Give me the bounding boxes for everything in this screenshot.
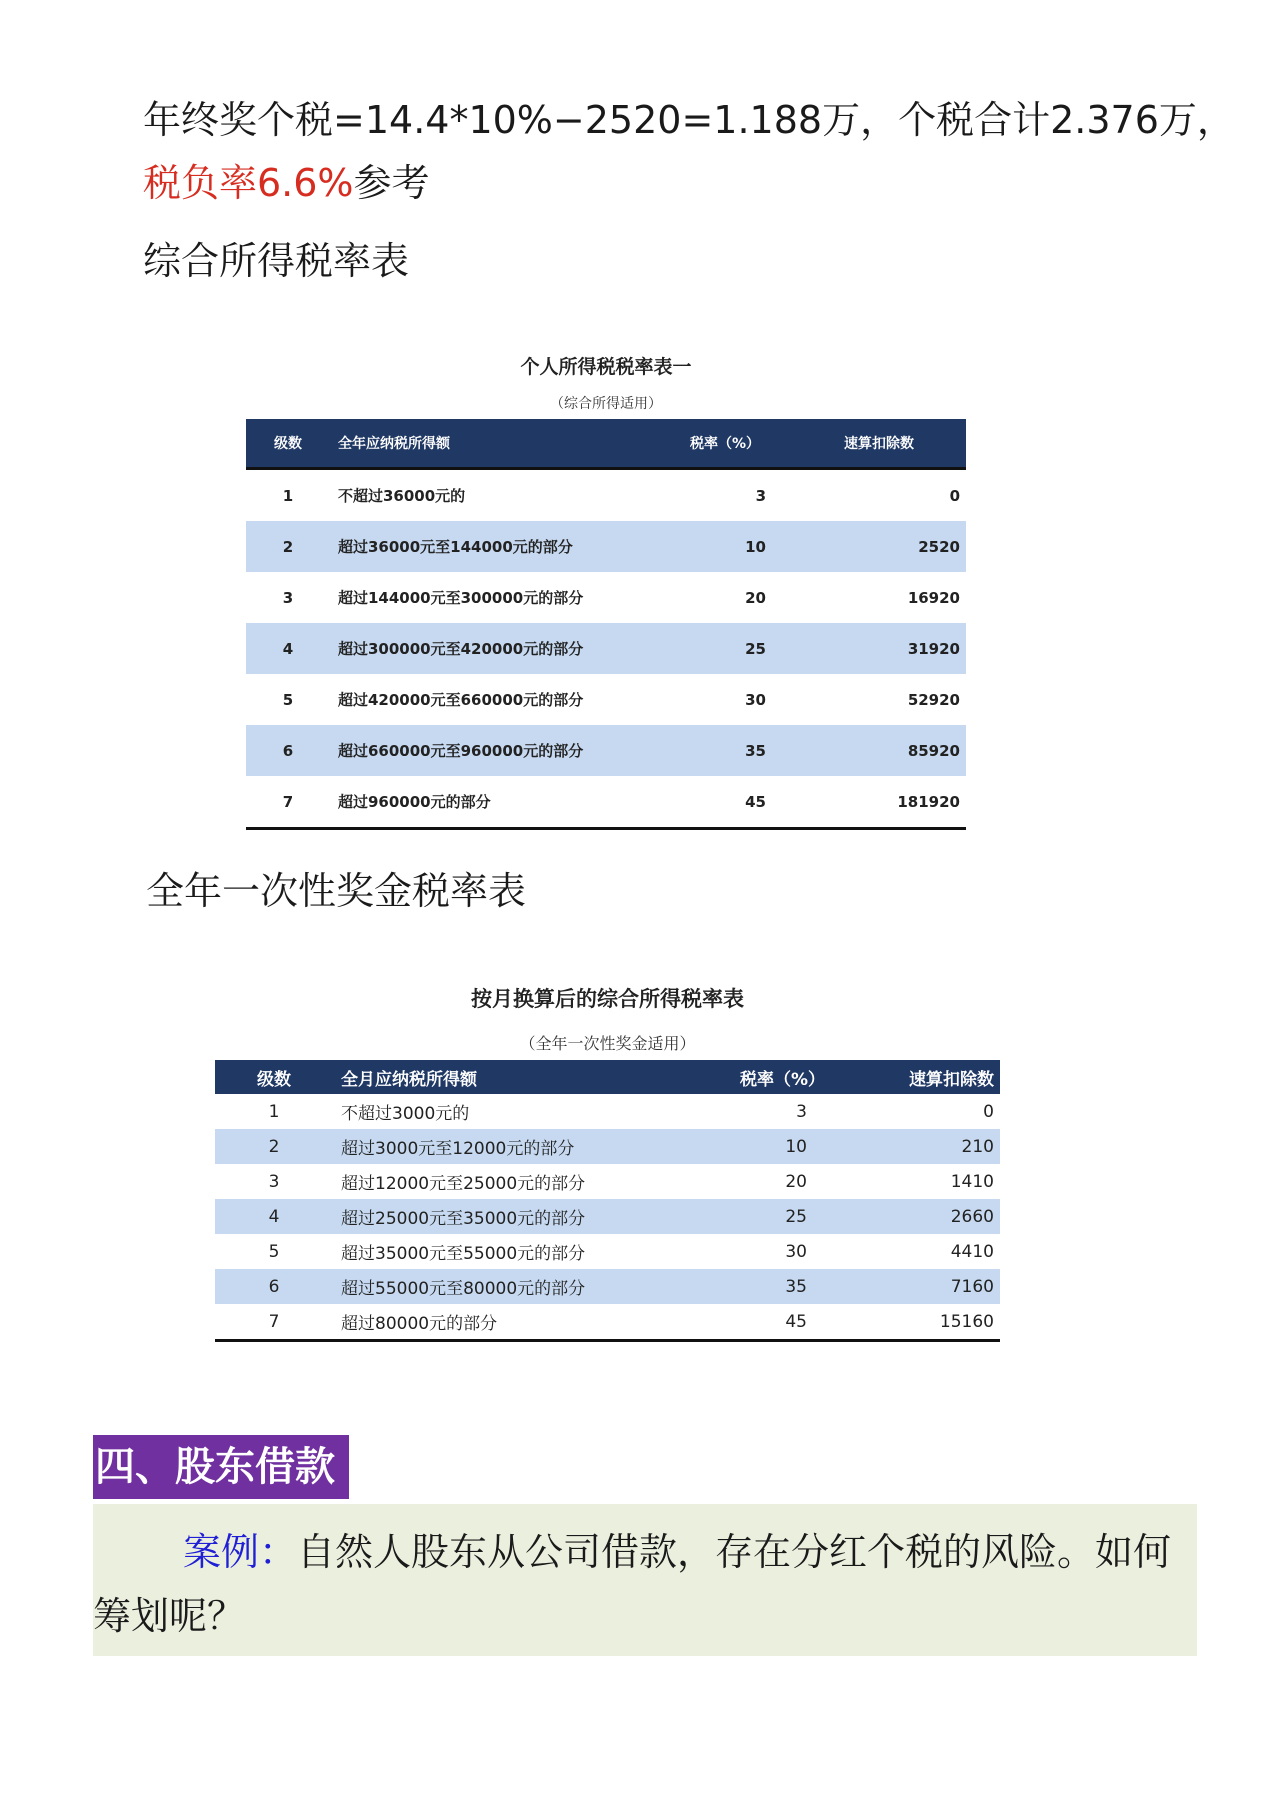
column-header-annual-taxable-income: 全年应纳税所得额 (330, 419, 676, 469)
column-header-level: 级数 (215, 1060, 333, 1094)
table2-title: 按月换算后的综合所得税率表 (471, 987, 744, 1011)
table-row (215, 1129, 1000, 1164)
table-row (215, 1304, 1000, 1341)
income-range-cell: 超过420000元至660000元的部分 (338, 691, 584, 709)
table-header-row (246, 419, 966, 469)
tax-rate-cell: 35 (707, 1269, 855, 1304)
level-cell: 3 (282, 588, 294, 607)
tax-rate-cell: 10 (707, 1129, 855, 1164)
table-header-row (215, 1060, 1000, 1094)
quick-deduction-cell: 31920 (796, 623, 966, 674)
table-row (215, 1094, 1000, 1129)
intro-line-2 (143, 158, 430, 208)
quick-deduction-cell: 2520 (796, 521, 966, 572)
income-range-cell: 超过55000元至80000元的部分 (333, 1269, 707, 1304)
quick-deduction-cell: 0 (796, 469, 966, 522)
case-box (93, 1504, 1197, 1656)
level-cell: 7 (215, 1304, 333, 1341)
monthly-converted-tax-table-annual-bonus (215, 1060, 1000, 1342)
table-row (215, 1199, 1000, 1234)
section-heading-annual-bonus: 全年一次性奖金税率表 (146, 869, 527, 913)
quick-deduction-cell: 2660 (855, 1199, 1000, 1234)
table1-title: 个人所得税税率表一 (520, 356, 692, 378)
income-range-cell: 超过80000元的部分 (333, 1304, 707, 1341)
table-row (246, 725, 966, 776)
level-cell: 1 (268, 1101, 280, 1122)
income-range-cell: 超过144000元至300000元的部分 (338, 589, 584, 607)
level-cell: 5 (282, 690, 294, 709)
level-cell: 7 (246, 776, 330, 829)
column-header-level: 级数 (246, 419, 330, 469)
table-row (246, 674, 966, 725)
income-range-cell: 超过960000元的部分 (330, 776, 676, 829)
table-row (215, 1164, 1000, 1199)
tax-rate-cell: 20 (785, 1171, 807, 1192)
personal-income-tax-table-comprehensive (246, 419, 966, 830)
quick-deduction-cell: 52920 (907, 690, 960, 709)
income-range-cell: 超过660000元至960000元的部分 (330, 725, 676, 776)
table-row (246, 521, 966, 572)
section-badge-shareholder-loan: 四、股东借款 (93, 1435, 349, 1499)
income-range-cell: 超过25000元至35000元的部分 (333, 1199, 707, 1234)
column-header-quick-deduction: 速算扣除数 (855, 1060, 1000, 1094)
tax-rate-cell: 3 (676, 469, 796, 522)
tax-burden-rate-text: 税负率6.6% (143, 161, 354, 205)
case-text: 自然人股东从公司借款，存在分红个税的风险。如何筹划呢？ (93, 1530, 1172, 1638)
table2-subtitle: （全年一次性奖金适用） (519, 1034, 696, 1053)
table1-subtitle: （综合所得适用） (550, 396, 662, 412)
table-row (246, 776, 966, 829)
level-cell: 5 (268, 1241, 280, 1262)
tax-rate-cell: 35 (676, 725, 796, 776)
column-header-tax-rate: 税率（%） (676, 419, 796, 469)
level-cell: 6 (215, 1269, 333, 1304)
case-paragraph (93, 1520, 1197, 1648)
level-cell: 3 (268, 1171, 280, 1192)
quick-deduction-cell: 210 (855, 1129, 1000, 1164)
quick-deduction-cell: 85920 (796, 725, 966, 776)
income-range-cell: 不超过36000元的 (330, 469, 676, 522)
table-row (246, 469, 966, 522)
income-range-cell: 不超过3000元的 (341, 1104, 470, 1124)
level-cell: 2 (246, 521, 330, 572)
income-range-cell: 超过36000元至144000元的部分 (330, 521, 676, 572)
quick-deduction-cell: 4410 (950, 1241, 994, 1262)
tax-rate-cell: 25 (676, 623, 796, 674)
tax-rate-cell: 45 (707, 1304, 855, 1341)
tax-rate-cell: 3 (796, 1101, 807, 1122)
quick-deduction-cell: 7160 (855, 1269, 1000, 1304)
tax-rate-cell: 30 (785, 1241, 807, 1262)
intro-line-1: 年终奖个税=14.4*10%−2520=1.188万，个税合计2.376万， (143, 98, 1235, 142)
level-cell: 4 (246, 623, 330, 674)
income-range-cell: 超过300000元至420000元的部分 (330, 623, 676, 674)
section-heading-comprehensive-income: 综合所得税率表 (143, 239, 410, 283)
tax-rate-cell: 45 (676, 776, 796, 829)
income-range-cell: 超过35000元至55000元的部分 (341, 1244, 586, 1264)
quick-deduction-cell: 1410 (950, 1171, 994, 1192)
tax-rate-cell: 30 (745, 690, 766, 709)
case-label: 案例： (183, 1530, 298, 1574)
table-row (215, 1234, 1000, 1269)
table-row (246, 572, 966, 623)
income-range-cell: 超过12000元至25000元的部分 (341, 1174, 586, 1194)
column-header-quick-deduction: 速算扣除数 (796, 419, 966, 469)
quick-deduction-cell: 15160 (855, 1304, 1000, 1341)
tax-rate-cell: 10 (676, 521, 796, 572)
income-range-cell: 超过3000元至12000元的部分 (333, 1129, 707, 1164)
table-row (246, 623, 966, 674)
quick-deduction-cell: 0 (983, 1101, 994, 1122)
level-cell: 2 (215, 1129, 333, 1164)
tax-rate-cell: 25 (707, 1199, 855, 1234)
tax-rate-cell: 20 (745, 588, 766, 607)
column-header-monthly-taxable-income: 全月应纳税所得额 (333, 1060, 707, 1094)
quick-deduction-cell: 16920 (907, 588, 960, 607)
level-cell: 1 (246, 469, 330, 522)
quick-deduction-cell: 181920 (796, 776, 966, 829)
level-cell: 4 (215, 1199, 333, 1234)
column-header-tax-rate: 税率（%） (707, 1060, 855, 1094)
table-row (215, 1269, 1000, 1304)
level-cell: 6 (246, 725, 330, 776)
reference-text: 参考 (353, 161, 430, 205)
